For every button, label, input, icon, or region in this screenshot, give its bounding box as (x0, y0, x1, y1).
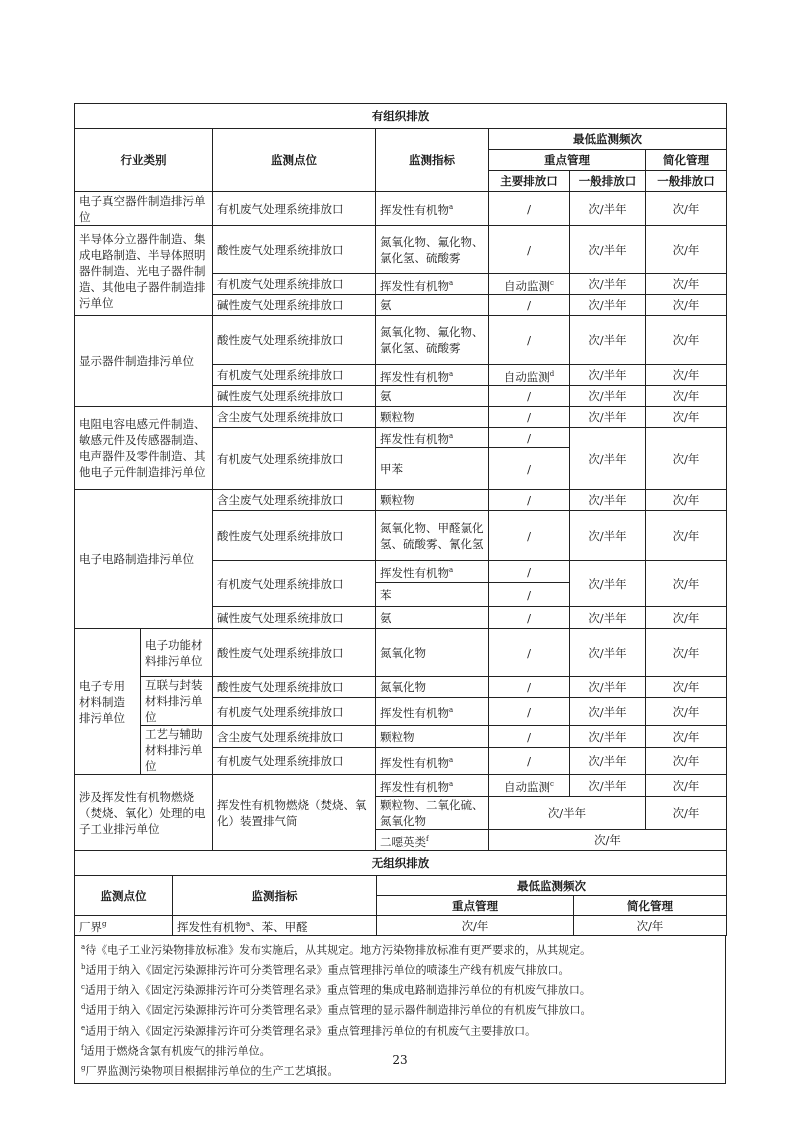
table-row (75, 226, 727, 274)
key-frequency-cell: 次/半年 (489, 797, 646, 830)
simple-cell: 次/年 (646, 226, 727, 274)
indicator-cell: 二噁英类$^f$ (376, 830, 489, 851)
header-indicator: 监测指标 (376, 129, 489, 192)
indicator-cell: 挥发性有机物$^a$ (376, 775, 489, 797)
point-cell: 有机废气处理系统排放口 (213, 748, 376, 775)
general-outlet-cell: 次/半年 (570, 295, 646, 316)
general-outlet-cell: 次/半年 (570, 226, 646, 274)
key-frequency-cell: 次/年 (377, 916, 574, 936)
table-row (75, 316, 727, 365)
unorganized-table (74, 851, 727, 936)
simple-cell: 次/年 (646, 561, 727, 607)
footnote-b: $^b$适用于纳入《固定污染源排污许可分类管理名录》重点管理排污单位的喷漆生产线有机废气排放口。 (81, 963, 570, 977)
indicator-cell: 氮氧化物、甲醛氯化氢、硫酸雾、氰化氢 (376, 511, 489, 561)
main-outlet-cell: / (489, 726, 570, 748)
point-cell: 有机废气处理系统排放口 (213, 698, 376, 726)
main-outlet-cell: / (489, 561, 570, 583)
main-outlet-cell: / (489, 316, 570, 365)
u-header-indicator: 监测指标 (173, 876, 377, 916)
industry-cell: 电子电路制造排污单位 (75, 490, 213, 629)
point-cell: 有机废气处理系统排放口 (213, 428, 376, 490)
indicator-cell: 氨 (376, 295, 489, 316)
general-outlet-cell: 次/半年 (570, 607, 646, 629)
indicator-cell: 氮氧化物、氟化物、氯化氢、硫酸雾 (376, 226, 489, 274)
indicator-cell: 氮氧化物 (376, 629, 489, 677)
indicator-cell: 苯 (376, 583, 489, 607)
indicator-cell: 颗粒物、二氧化硫、氮氧化物 (376, 797, 489, 830)
monitoring-table (74, 103, 727, 851)
table-row (75, 490, 727, 511)
main-outlet-cell: / (489, 607, 570, 629)
header-general-outlet-simple: 一般排放口 (646, 171, 727, 192)
section-organized-title: 有组织排放 (75, 104, 727, 129)
header-frequency: 最低监测频次 (489, 129, 727, 150)
section-unorganized-title: 无组织排放 (75, 851, 727, 876)
general-outlet-cell: 次/半年 (570, 490, 646, 511)
point-cell: 酸性废气处理系统排放口 (213, 511, 376, 561)
u-header-point: 监测点位 (75, 876, 173, 916)
indicator-cell: 颗粒物 (376, 407, 489, 428)
simple-cell: 次/年 (646, 490, 727, 511)
simple-cell: 次/年 (646, 629, 727, 677)
main-outlet-cell: / (489, 629, 570, 677)
indicator-cell: 颗粒物 (376, 726, 489, 748)
sub-industry-cell: 互联与封装材料排污单位 (141, 677, 213, 726)
point-cell: 含尘废气处理系统排放口 (213, 490, 376, 511)
footnote-a: $^a$待《电子工业污染物排放标准》发布实施后，从其规定。地方污染物排放标准有更严要求的，从其规定。 (81, 943, 592, 957)
indicator-cell: 挥发性有机物$^a$ (376, 192, 489, 226)
simple-cell: 次/年 (646, 274, 727, 295)
simple-cell: 次/年 (646, 428, 727, 490)
general-outlet-cell: 次/半年 (570, 274, 646, 295)
simple-cell: 次/年 (646, 775, 727, 797)
point-cell: 厂界$^g$ (75, 916, 173, 936)
simple-cell: 次/年 (646, 295, 727, 316)
header-main-outlet: 主要排放口 (489, 171, 570, 192)
simple-cell: 次/年 (646, 726, 727, 748)
indicator-cell: 氨 (376, 386, 489, 407)
industry-cell: 显示器件制造排污单位 (75, 316, 213, 407)
indicator-cell: 氮氧化物、氟化物、氯化氢、硫酸雾 (376, 316, 489, 365)
point-cell: 有机废气处理系统排放口 (213, 192, 376, 226)
simple-cell: 次/年 (646, 797, 727, 830)
u-header-simple: 简化管理 (574, 896, 727, 916)
sub-industry-cell: 工艺与辅助材料排污单位 (141, 726, 213, 775)
point-cell: 有机废气处理系统排放口 (213, 274, 376, 295)
point-cell: 含尘废气处理系统排放口 (213, 726, 376, 748)
indicator-cell: 挥发性有机物$^a$ (376, 428, 489, 448)
main-outlet-cell: / (489, 490, 570, 511)
main-outlet-cell: / (489, 677, 570, 698)
main-outlet-cell: / (489, 583, 570, 607)
header-point: 监测点位 (213, 129, 376, 192)
footnote-f: $^f$适用于燃烧含氯有机废气的排污单位。 (81, 1043, 271, 1058)
footnote-c: $^c$适用于纳入《固定污染源排污许可分类管理名录》重点管理的集成电路制造排污单位的有机废气排放口。 (81, 983, 591, 997)
simple-cell: 次/年 (646, 511, 727, 561)
simple-cell: 次/年 (646, 316, 727, 365)
general-outlet-cell: 次/半年 (570, 365, 646, 386)
header-simple-management: 简化管理 (646, 150, 727, 171)
u-header-frequency: 最低监测频次 (377, 876, 727, 896)
main-outlet-cell: / (489, 295, 570, 316)
point-cell: 碱性废气处理系统排放口 (213, 607, 376, 629)
main-outlet-cell: 自动监测$^d$ (489, 365, 570, 386)
simple-cell: 次/年 (646, 698, 727, 726)
main-outlet-cell: / (489, 386, 570, 407)
table-row (75, 775, 727, 797)
main-outlet-cell: / (489, 448, 570, 490)
simple-cell: 次/年 (646, 386, 727, 407)
general-outlet-cell: 次/半年 (570, 407, 646, 428)
industry-cell: 电子真空器件制造排污单位 (75, 192, 213, 226)
indicator-cell: 挥发性有机物$^a$ (376, 561, 489, 583)
footnote-d: $^d$适用于纳入《固定污染源排污许可分类管理名录》重点管理的显示器件制造排污单位的有机废气排放口。 (81, 1003, 592, 1018)
point-cell: 酸性废气处理系统排放口 (213, 629, 376, 677)
point-cell: 酸性废气处理系统排放口 (213, 677, 376, 698)
main-outlet-cell: / (489, 192, 570, 226)
simple-cell: 次/年 (646, 677, 727, 698)
indicator-cell: 挥发性有机物$^a$、苯、甲醛 (173, 916, 377, 936)
industry-cell: 半导体分立器件制造、集成电路制造、半导体照明器件制造、光电子器件制造、其他电子器件制造排污单位 (75, 226, 213, 316)
table-row (75, 726, 727, 748)
point-cell: 含尘废气处理系统排放口 (213, 407, 376, 428)
indicator-cell: 氮氧化物 (376, 677, 489, 698)
industry-cell: 电子专用材料制造排污单位 (75, 629, 141, 775)
point-cell: 挥发性有机物燃烧（焚烧、氧化）装置排气筒 (213, 775, 376, 851)
point-cell: 有机废气处理系统排放口 (213, 561, 376, 607)
indicator-cell: 颗粒物 (376, 490, 489, 511)
indicator-cell: 挥发性有机物$^a$ (376, 274, 489, 295)
header-general-outlet: 一般排放口 (570, 171, 646, 192)
table-row (75, 407, 727, 428)
simple-cell: 次/年 (646, 748, 727, 775)
page-number: 23 (392, 1053, 408, 1067)
u-header-key: 重点管理 (377, 896, 574, 916)
table-row (75, 677, 727, 698)
industry-cell: 电阻电容电感元件制造、敏感元件及传感器制造、电声器件及零件制造、其他电子元件制造排污单位 (75, 407, 213, 490)
main-outlet-cell: / (489, 428, 570, 448)
footnote-g: $^g$厂界监测污染物项目根据排污单位的生产工艺填报。 (81, 1063, 339, 1078)
sub-industry-cell: 电子功能材料排污单位 (141, 629, 213, 677)
main-outlet-cell: 自动监测$^c$ (489, 775, 570, 797)
main-outlet-cell: / (489, 407, 570, 428)
indicator-cell: 挥发性有机物$^a$ (376, 698, 489, 726)
simple-cell: 次/年 (646, 365, 727, 386)
table-row (75, 192, 727, 226)
indicator-cell: 氨 (376, 607, 489, 629)
indicator-cell: 甲苯 (376, 448, 489, 490)
indicator-cell: 挥发性有机物$^a$ (376, 365, 489, 386)
simple-cell: 次/年 (574, 916, 727, 936)
general-outlet-cell: 次/半年 (570, 677, 646, 698)
general-outlet-cell: 次/半年 (570, 386, 646, 407)
point-cell: 酸性废气处理系统排放口 (213, 226, 376, 274)
point-cell: 碱性废气处理系统排放口 (213, 386, 376, 407)
general-outlet-cell: 次/半年 (570, 428, 646, 490)
header-industry: 行业类别 (75, 129, 213, 192)
general-outlet-cell: 次/半年 (570, 511, 646, 561)
general-outlet-cell: 次/半年 (570, 316, 646, 365)
document-page (74, 103, 726, 1084)
table-row (75, 916, 727, 936)
general-outlet-cell: 次/半年 (570, 698, 646, 726)
general-outlet-cell: 次/半年 (570, 748, 646, 775)
main-outlet-cell: / (489, 748, 570, 775)
general-outlet-cell: 次/半年 (570, 561, 646, 607)
general-outlet-cell: 次/半年 (570, 775, 646, 797)
all-frequency-cell: 次/年 (489, 830, 727, 851)
point-cell: 碱性废气处理系统排放口 (213, 295, 376, 316)
main-outlet-cell: / (489, 226, 570, 274)
general-outlet-cell: 次/半年 (570, 726, 646, 748)
point-cell: 酸性废气处理系统排放口 (213, 316, 376, 365)
industry-cell: 涉及挥发性有机物燃烧（焚烧、氧化）处理的电子工业排污单位 (75, 775, 213, 851)
simple-cell: 次/年 (646, 607, 727, 629)
footnote-e: $^e$适用于纳入《固定污染源排污许可分类管理名录》重点管理排污单位的有机废气主要排放口。 (81, 1023, 537, 1038)
simple-cell: 次/年 (646, 192, 727, 226)
indicator-cell: 挥发性有机物$^a$ (376, 748, 489, 775)
point-cell: 有机废气处理系统排放口 (213, 365, 376, 386)
header-key-management: 重点管理 (489, 150, 646, 171)
main-outlet-cell: 自动监测$^c$ (489, 274, 570, 295)
main-outlet-cell: / (489, 698, 570, 726)
table-row (75, 629, 727, 677)
general-outlet-cell: 次/半年 (570, 629, 646, 677)
main-outlet-cell: / (489, 511, 570, 561)
general-outlet-cell: 次/半年 (570, 192, 646, 226)
simple-cell: 次/年 (646, 407, 727, 428)
